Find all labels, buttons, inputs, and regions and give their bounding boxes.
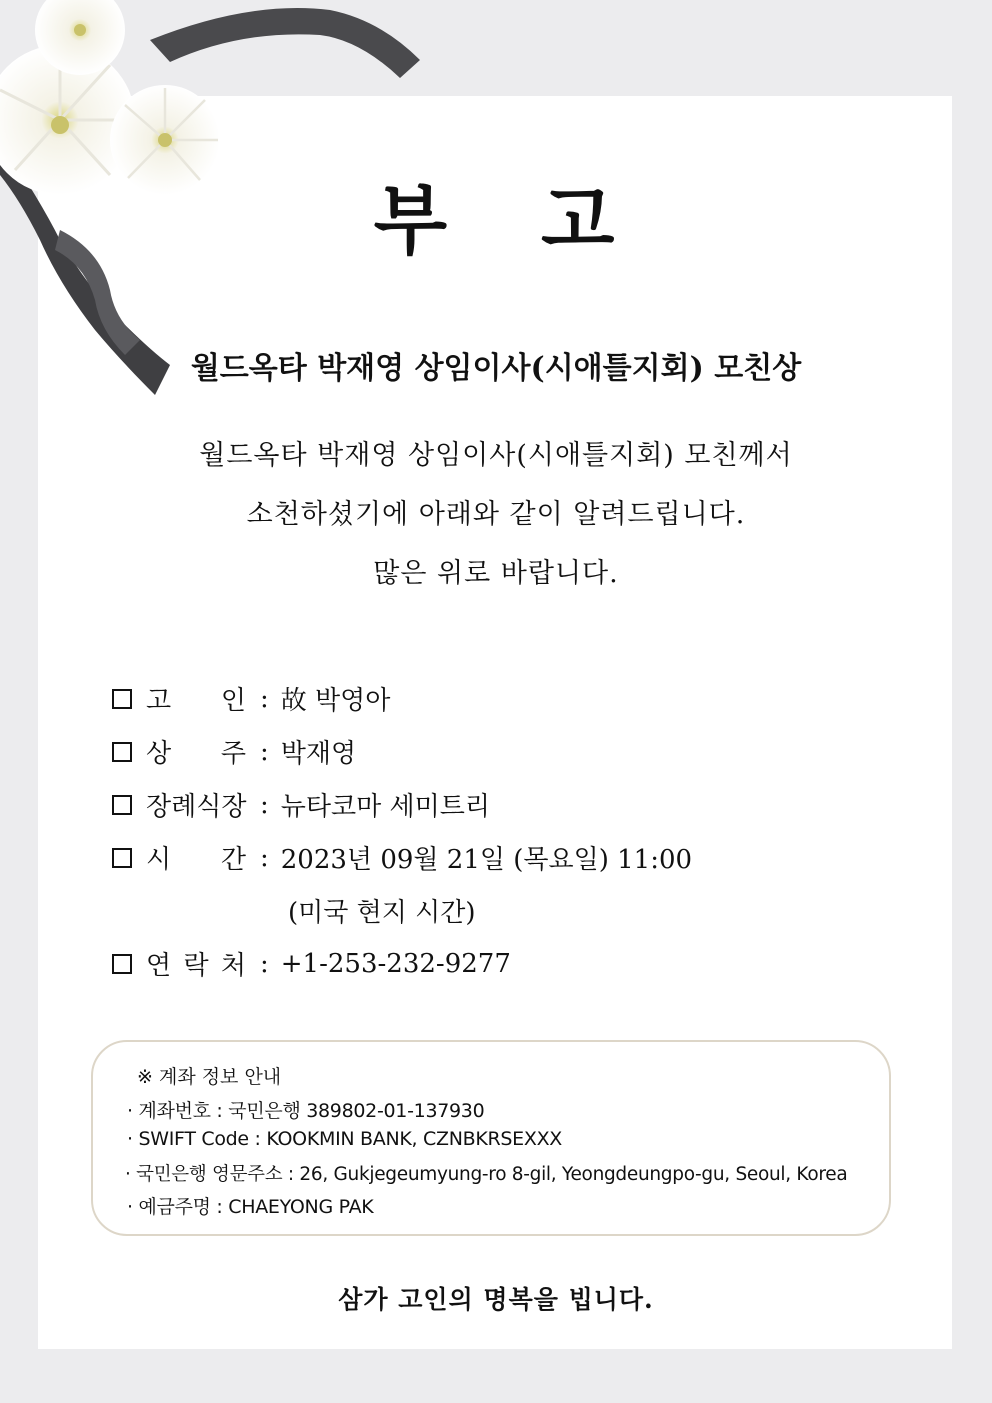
bank-info-line: · 국민은행 영문주소 : 26, Gukjegeumyung-ro 8-gil, Yeongdeungpo-gu, Seoul, Korea <box>125 1164 848 1185</box>
bank-info-line: · 예금주명 : CHAEYONG PAK <box>127 1196 374 1218</box>
intro-line: 소천하셨기에 아래와 같이 알려드립니다. <box>246 499 746 530</box>
detail-value: +1-253-232-9277 <box>280 948 511 979</box>
detail-contact: 연 락 처 : +1-253-232-9277 <box>112 937 692 990</box>
detail-value: 뉴타코마 세미트리 <box>280 792 490 822</box>
bank-info-header: ※ 계좌 정보 안내 <box>137 1066 282 1088</box>
detail-label: 장례식장 <box>146 792 247 822</box>
intro-line: 월드옥타 박재영 상임이사(시애틀지회) 모친께서 <box>199 440 793 471</box>
detail-venue: 장례식장 : 뉴타코마 세미트리 <box>112 778 692 831</box>
intro-line: 많은 위로 바랍니다. <box>373 558 619 589</box>
funeral-details <box>112 672 692 990</box>
detail-value: 박재영 <box>280 739 357 769</box>
intro-message <box>0 436 992 613</box>
closing-message: 삼가 고인의 명복을 빕니다. <box>338 1285 654 1314</box>
detail-time: 시 간 : 2023년 09월 21일 (목요일) 11:00 <box>112 831 692 884</box>
detail-deceased: 고 인 : 故 박영아 <box>112 672 692 725</box>
checkbox-square-icon <box>112 689 132 709</box>
checkbox-square-icon <box>112 795 132 815</box>
checkbox-square-icon <box>112 954 132 974</box>
checkbox-square-icon <box>112 848 132 868</box>
detail-value: 故 박영아 <box>280 686 391 716</box>
detail-value: 2023년 09월 21일 (목요일) 11:00 <box>280 845 693 875</box>
bank-info-line: · 계좌번호 : 국민은행 389802-01-137930 <box>127 1100 485 1122</box>
detail-label: 연 락 처 <box>146 951 246 981</box>
bank-account-info-box <box>91 1040 891 1236</box>
detail-label: 고 인 <box>146 686 246 716</box>
bank-info-line: · SWIFT Code : KOOKMIN BANK, CZNBKRSEXXX <box>127 1128 563 1150</box>
detail-time-note: (미국 현지 시간) <box>288 898 476 928</box>
detail-chief-mourner: 상 주 : 박재영 <box>112 725 692 778</box>
detail-label: 시 간 <box>146 845 246 875</box>
page-title: 부 고 <box>373 176 619 265</box>
detail-label: 상 주 <box>146 739 246 769</box>
checkbox-square-icon <box>112 742 132 762</box>
subtitle: 월드옥타 박재영 상임이사(시애틀지회) 모친상 <box>190 351 802 386</box>
